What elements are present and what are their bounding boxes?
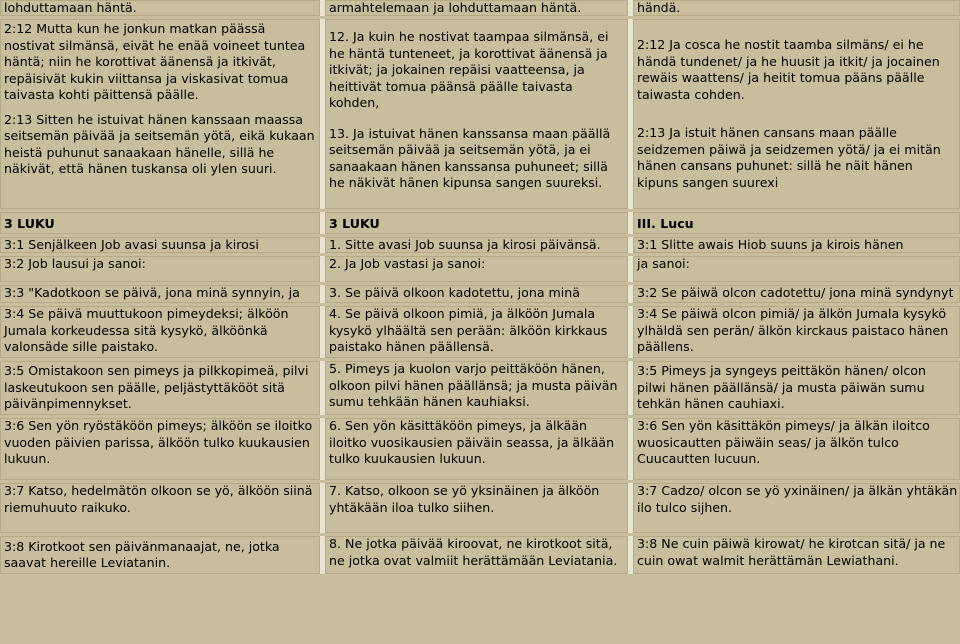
text: armahtelemaan ja lohduttamaan häntä. bbox=[329, 0, 582, 15]
cell-c3-verse-3-1 bbox=[633, 237, 960, 253]
cell-c1-verse-3-6 bbox=[0, 418, 320, 480]
cell-c3-verses-2-12-13 bbox=[633, 19, 960, 209]
verse-text: 7. Katso, olkoon se yö yksinäinen ja älköön yhtäkään iloa tulko siihen. bbox=[329, 483, 600, 515]
heading-text: III. Lucu bbox=[637, 216, 694, 231]
verse-text: 3:7 Cadzo/ olcon se yö yxinäinen/ ja älkän yhtäkän ilo tulco sijhen. bbox=[637, 483, 958, 515]
verse-text: 3:1 Senjälkeen Job avasi suunsa ja kirosi bbox=[4, 237, 259, 252]
cell-c1-verses-2-12-13 bbox=[0, 19, 320, 209]
verse-text: 3:1 Slitte awais Hiob suuns ja kirois hänen bbox=[637, 237, 904, 252]
verse-text: 3:5 Pimeys ja syngeys peittäkön hänen/ olcon pilwi hänen päällänsä/ ja musta päiwän sumu tehkän hänen cauhiaxi. bbox=[637, 363, 926, 412]
cell-c3-top bbox=[633, 0, 960, 16]
cell-c2-verse-3-6 bbox=[325, 418, 628, 480]
verse-text: 2:13 Ja istuit hänen cansans maan päälle seidzemen päiwä ja seidzemen yötä/ ja ei mitän hänen cansans puhunet: sillä he näit hänen kipuns sangen suurexi bbox=[637, 125, 941, 190]
heading-text: 3 LUKU bbox=[4, 216, 55, 231]
cell-c1-verse-3-1 bbox=[0, 237, 320, 253]
heading-text: 3 LUKU bbox=[329, 216, 380, 231]
verse-text: 3:6 Sen yön käsittäkön pimeys/ ja älkän iloitco wuosicautten päiwäin seas/ ja älkön tulco Cuucautten lucuun. bbox=[637, 418, 930, 466]
cell-c2-verse-3-7 bbox=[325, 483, 628, 533]
cell-c2-top bbox=[325, 0, 628, 16]
verse-text: 3:2 Se päiwä olcon cadotettu/ jona minä syndynyt bbox=[637, 285, 954, 300]
cell-c3-verse-3-8 bbox=[633, 536, 960, 574]
verse-text: 13. Ja istuivat hänen kanssansa maan päällä seitsemän päivää ja seitsemän yötä, ja ei sanaakaan hänen kanssansa puhuneet; sillä he näkivät hänen kipunsa sangen suureksi. bbox=[329, 125, 611, 190]
verse-text: 3. Se päivä olkoon kadotettu, jona minä bbox=[329, 285, 581, 300]
cell-c3-verse-3-6 bbox=[633, 418, 960, 480]
verse-text: 3:5 Omistakoon sen pimeys ja pilkkopimeä, pilvi laskeutukoon sen päälle, peljästyttäkööt sitä päivänpimennykset. bbox=[4, 363, 309, 412]
verse-text: 2:13 Sitten he istuivat hänen kanssaan maassa seitsemän päivää ja seitsemän yötä, eikä kukaan heistä puhunut sanaakaan hänelle, sillä he näkivät, että hänen tuskansa oli ylen suuri. bbox=[4, 111, 315, 176]
verse-text: 2:12 Mutta kun he jonkun matkan päässä nostivat silmänsä, eivät he enää voineet tuntea häntä; niin he korottivat äänensä ja itkivät, repäisivät kukin viittansa ja viskasivat tomua taivasta kohti päittensä päälle. bbox=[4, 21, 306, 102]
verse-text: 2:12 Ja cosca he nostit taamba silmäns/ ei he händä tundenet/ ja he huusit ja itkit/ ja jocainen rewäis waattens/ ja heitit tomua pääns päälle taiwasta cohden. bbox=[637, 37, 940, 102]
cell-c3-verse-3-4 bbox=[633, 306, 960, 358]
verse-text: 8. Ne jotka päivää kiroovat, ne kirotkoot sitä, ne jotka ovat valmiit herättämään Leviatania. bbox=[329, 536, 618, 568]
text: lohduttamaan häntä. bbox=[4, 0, 137, 15]
cell-c1-verse-3-8 bbox=[0, 536, 320, 574]
cell-c2-verse-3-8 bbox=[325, 536, 628, 574]
chapter-heading-c3 bbox=[633, 212, 960, 234]
cell-c3-verse-3-7 bbox=[633, 483, 960, 533]
cell-c3-verse-3-2 bbox=[633, 256, 960, 282]
cell-c1-verse-3-2 bbox=[0, 256, 320, 282]
verse-text: 2. Ja Job vastasi ja sanoi: bbox=[329, 256, 486, 271]
chapter-heading-c2 bbox=[325, 212, 628, 234]
cell-c2-verse-3-5 bbox=[325, 361, 628, 415]
cell-c3-verse-3-5 bbox=[633, 361, 960, 415]
cell-c2-verse-3-4 bbox=[325, 306, 628, 358]
cell-c2-verse-3-1 bbox=[325, 237, 628, 253]
text: händä. bbox=[637, 0, 681, 15]
verse-text: 12. Ja kuin he nostivat taampaa silmänsä, ei he häntä tunteneet, ja korottivat äänensä ja itkivät; ja jokainen repäisi vaatteensa, ja heittivät tomua päänsä päälle taivasta kohden, bbox=[329, 29, 609, 110]
verse-text: 3:7 Katso, hedelmätön olkoon se yö, älköön siinä riemuhuuto raikuko. bbox=[4, 483, 313, 515]
verse-text: 1. Sitte avasi Job suunsa ja kirosi päivänsä. bbox=[329, 237, 601, 252]
verse-text: 3:4 Se päivä muuttukoon pimeydeksi; älköön Jumala korkeudessa sitä kysykö, älköönkä valonsäde sille paistako. bbox=[4, 306, 289, 354]
verse-text: 3:6 Sen yön ryöstäköön pimeys; älköön se iloitko vuoden päivien parissa, älköön tulko kuukausien lukuun. bbox=[4, 418, 313, 466]
verse-text: 3:2 Job lausui ja sanoi: bbox=[4, 256, 146, 271]
cell-c3-verse-3-3 bbox=[633, 285, 960, 303]
cell-c1-verse-3-3 bbox=[0, 285, 320, 303]
cell-c1-verse-3-5 bbox=[0, 361, 320, 415]
chapter-heading-c1 bbox=[0, 212, 320, 234]
cell-c2-verse-3-2 bbox=[325, 256, 628, 282]
verse-text: 6. Sen yön käsittäköön pimeys, ja älkään iloitko vuosikausien päiväin seassa, ja älkään tulko kuukausien lukuun. bbox=[329, 418, 615, 466]
cell-c1-verse-3-4 bbox=[0, 306, 320, 358]
verse-text: 3:8 Ne cuin päiwä kirowat/ he kirotcan sitä/ ja ne cuin owat walmit herättämän Lewiathani. bbox=[637, 536, 946, 568]
verse-text: ja sanoi: bbox=[637, 256, 690, 271]
verse-text: 5. Pimeys ja kuolon varjo peittäköön hänen, olkoon pilvi hänen päällänsä; ja musta päivän sumu tehkään hänen kauhiaksi. bbox=[329, 361, 618, 409]
cell-c1-top bbox=[0, 0, 320, 16]
cell-c2-verse-3-3 bbox=[325, 285, 628, 303]
verse-text: 3:4 Se päiwä olcon pimiä/ ja älkön Jumala kysykö ylhäldä sen perän/ älkön kirckaus paistaco hänen päällens. bbox=[637, 306, 949, 354]
cell-c1-verse-3-7 bbox=[0, 483, 320, 533]
cell-c2-verses-2-12-13 bbox=[325, 19, 628, 209]
verse-text: 3:3 "Kadotkoon se päivä, jona minä synnyin, ja bbox=[4, 285, 300, 300]
verse-text: 4. Se päivä olkoon pimiä, ja älköön Jumala kysykö ylhäältä sen perään: älköön kirkkaus paistako hänen päällensä. bbox=[329, 306, 608, 354]
verse-text: 3:8 Kirotkoot sen päivänmanaajat, ne, jotka saavat hereille Leviatanin. bbox=[4, 538, 280, 570]
